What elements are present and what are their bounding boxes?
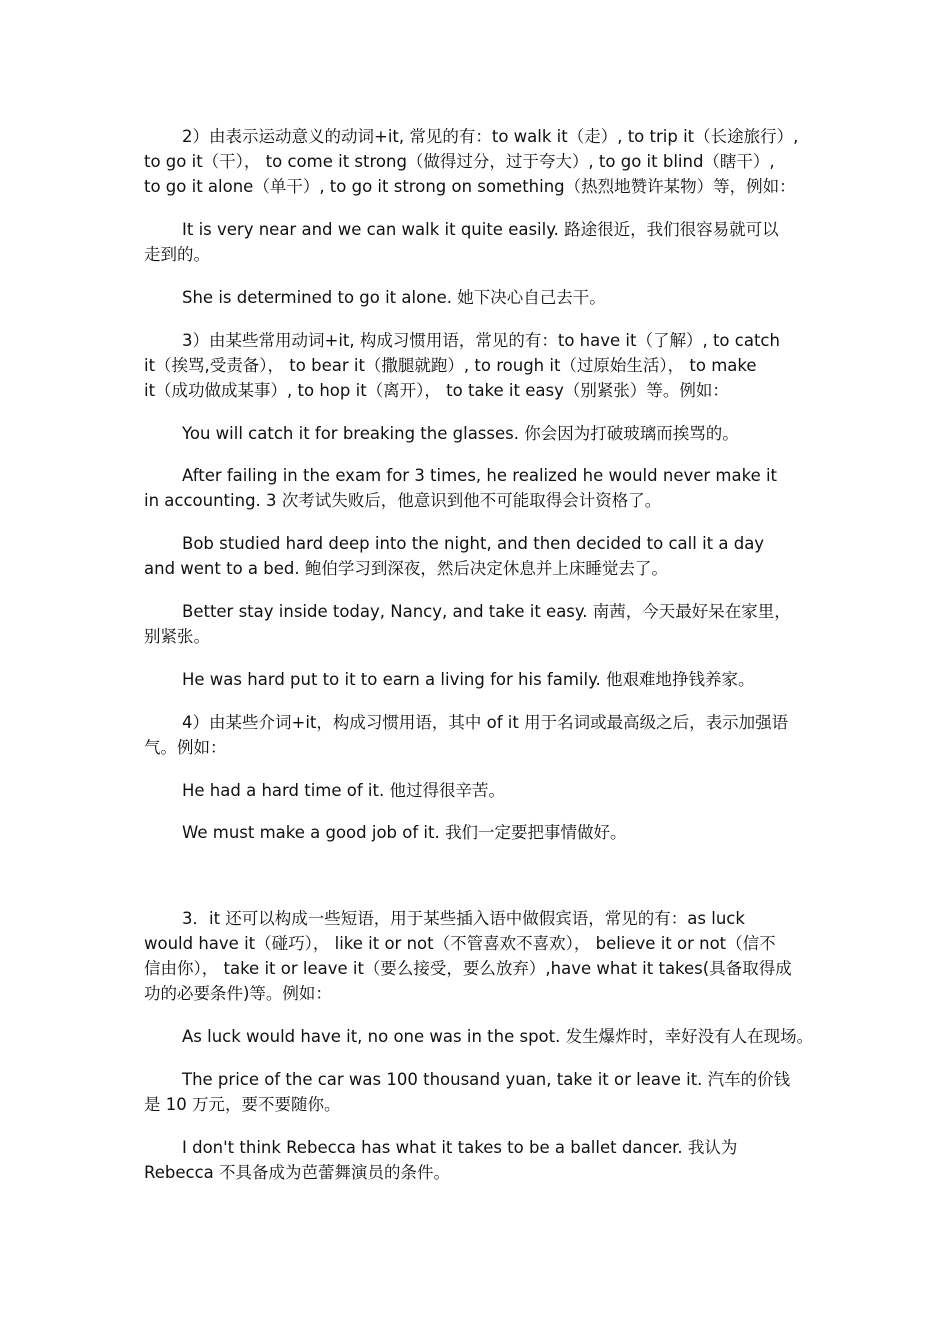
text-line: it（成功做成某事）, to hop it（离开）， to take it easy（别紧张）等。例如：: [144, 381, 729, 400]
paragraph-prepositions: [144, 710, 834, 760]
text-line: 3）由某些常用动词+it, 构成习惯用语，常见的有：to have it（了解）, to catch: [182, 331, 780, 350]
paragraph-motion-verbs: [144, 124, 834, 199]
text-line: 3．it 还可以构成一些短语，用于某些插入语中做假宾语，常见的有：as luck: [182, 909, 745, 928]
text-line: She is determined to go it alone. 她下决心自己去干。: [182, 288, 606, 307]
example-paragraph: [144, 1135, 834, 1185]
text-line: it（挨骂,受责备）， to bear it（撒腿就跑）, to rough it（过原始生活）， to make: [144, 356, 757, 375]
example-paragraph: [144, 1024, 834, 1049]
example-paragraph: [144, 531, 834, 581]
text-line: I don't think Rebecca has what it takes to be a ballet dancer. 我认为: [182, 1138, 738, 1157]
text-line: 2）由表示运动意义的动词+it, 常见的有：to walk it（走）, to trip it（长途旅行）,: [182, 127, 799, 146]
example-paragraph: [144, 667, 834, 692]
example-paragraph: [144, 1067, 834, 1117]
text-line: 4）由某些介词+it，构成习惯用语，其中 of it 用于名词或最高级之后，表示加强语: [182, 713, 789, 732]
example-paragraph: [144, 217, 834, 267]
text-line: 功的必要条件)等。例如：: [144, 984, 332, 1003]
text-line: He was hard put to it to earn a living for his family. 他艰难地挣钱养家。: [182, 670, 755, 689]
text-line: 走到的。: [144, 245, 210, 264]
text-line: He had a hard time of it. 他过得很辛苦。: [182, 781, 505, 800]
example-paragraph: [144, 463, 834, 513]
text-line: 气。例如：: [144, 738, 227, 757]
text-line: Rebecca 不具备成为芭蕾舞演员的条件。: [144, 1163, 450, 1182]
text-line: Bob studied hard deep into the night, and then decided to call it a day: [182, 534, 765, 553]
example-paragraph: [144, 285, 834, 310]
text-line: It is very near and we can walk it quite easily. 路途很近，我们很容易就可以: [182, 220, 779, 239]
text-line: 是 10 万元，要不要随你。: [144, 1095, 341, 1114]
text-line: After failing in the exam for 3 times, he realized he would never make it: [182, 466, 778, 485]
example-paragraph: [144, 778, 834, 803]
text-line: 信由你）， take it or leave it（要么接受，要么放弃）,have what it takes(具备取得成: [144, 959, 792, 978]
paragraph-phrases: [144, 906, 834, 1006]
text-line: and went to a bed. 鲍伯学习到深夜，然后决定休息并上床睡觉去了。: [144, 559, 668, 578]
text-line: to go it alone（单干）, to go it strong on something（热烈地赞许某物）等，例如：: [144, 177, 796, 196]
text-line: would have it（碰巧）， like it or not（不管喜欢不喜欢）， believe it or not（信不: [144, 934, 776, 953]
example-paragraph: [144, 599, 834, 649]
text-line: We must make a good job of it. 我们一定要把事情做好。: [182, 823, 627, 842]
text-line: in accounting. 3 次考试失败后，他意识到他不可能取得会计资格了。: [144, 491, 662, 510]
text-line: The price of the car was 100 thousand yuan, take it or leave it. 汽车的价钱: [182, 1070, 791, 1089]
text-line: You will catch it for breaking the glasses. 你会因为打破玻璃而挨骂的。: [182, 424, 739, 443]
example-paragraph: [144, 820, 834, 845]
example-paragraph: [144, 421, 834, 446]
text-line: 别紧张。: [144, 627, 210, 646]
text-line: Better stay inside today, Nancy, and take it easy. 南茜，今天最好呆在家里，: [182, 602, 791, 621]
text-line: to go it（干）， to come it strong（做得过分，过于夸大）, to go it blind（瞎干）,: [144, 152, 775, 171]
paragraph-common-verbs: [144, 328, 834, 403]
text-line: As luck would have it, no one was in the spot. 发生爆炸时，幸好没有人在现场。: [182, 1027, 814, 1046]
